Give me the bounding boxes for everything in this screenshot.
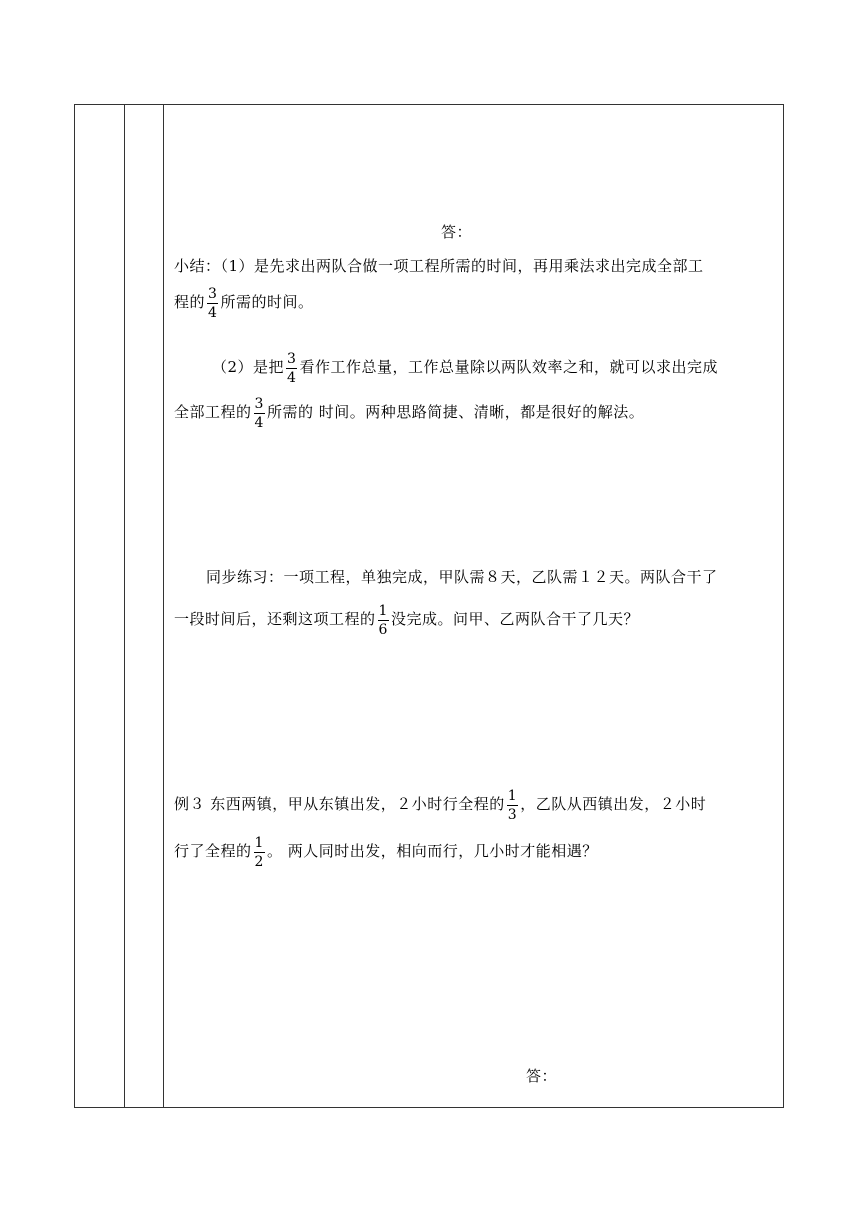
fraction-bar xyxy=(254,852,265,853)
fraction-bar xyxy=(378,620,389,621)
column-divider-1 xyxy=(124,104,125,1108)
fraction-numerator: 1 xyxy=(507,787,518,804)
summary-line-1: 小结：（1）是先求出两队合做一项工程所需的时间，再用乘法求出完成全部工 xyxy=(174,257,704,275)
fraction-three-quarters xyxy=(286,351,297,386)
fraction-three-quarters xyxy=(207,286,218,321)
fraction-three-quarters xyxy=(254,396,265,431)
example3-line-2 xyxy=(174,831,598,871)
answer-label: 答： xyxy=(441,223,473,241)
example3-line-1-text-a: 例３ 东西两镇，甲从东镇出发，２小时行全程的 xyxy=(174,795,505,813)
fraction-numerator: 3 xyxy=(287,350,297,367)
answer-label: 答： xyxy=(526,1067,558,1085)
fraction-bar xyxy=(254,413,265,414)
fraction-numerator: 1 xyxy=(254,834,264,851)
fraction-denominator: 4 xyxy=(208,304,218,321)
fraction-bar xyxy=(507,805,518,806)
fraction-bar xyxy=(286,368,297,369)
summary-line-2 xyxy=(174,282,313,322)
fraction-bar xyxy=(207,303,218,304)
fraction-one-half xyxy=(254,835,265,870)
fraction-numerator: 3 xyxy=(254,395,264,412)
summary-line-3-text-a: （2）是把 xyxy=(212,358,285,376)
summary-line-2-text-b: 所需的时间。 xyxy=(220,293,314,311)
practice-line-2-text-b: 没完成。问甲、乙两队合干了几天？ xyxy=(390,610,639,628)
example3-line-1-text-b: ，乙队从西镇出发，２小时 xyxy=(520,795,707,813)
example3-line-2-text-b: 。 两人同时出发，相向而行，几小时才能相遇？ xyxy=(266,842,598,860)
fraction-denominator: 2 xyxy=(254,853,264,870)
summary-line-3-text-b: 看作工作总量，工作总量除以两队效率之和，就可以求出完成 xyxy=(299,358,718,376)
fraction-one-third xyxy=(507,788,518,823)
practice-line-2 xyxy=(174,599,639,639)
summary-line-2-text-a: 程的 xyxy=(174,293,206,311)
fraction-numerator: 3 xyxy=(208,285,218,302)
summary-line-4-text-b: 所需的 时间。两种思路简捷、清晰，都是很好的解法。 xyxy=(266,403,645,421)
fraction-denominator: 3 xyxy=(507,806,518,823)
fraction-denominator: 6 xyxy=(378,621,388,638)
summary-line-4-text-a: 全部工程的 xyxy=(174,403,252,421)
practice-line-2-text-a: 一段时间后，还剩这项工程的 xyxy=(174,610,376,628)
practice-line-1: 同步练习：一项工程，单独完成，甲队需８天，乙队需１２天。两队合干了 xyxy=(206,568,718,586)
fraction-numerator: 1 xyxy=(378,602,388,619)
example3-line-1 xyxy=(174,784,706,824)
summary-line-4 xyxy=(174,392,644,432)
example3-line-2-text-a: 行了全程的 xyxy=(174,842,252,860)
fraction-denominator: 4 xyxy=(287,369,297,386)
column-divider-2 xyxy=(163,104,164,1108)
fraction-one-sixth xyxy=(378,603,389,638)
summary-line-3 xyxy=(212,347,718,387)
fraction-denominator: 4 xyxy=(254,414,264,431)
